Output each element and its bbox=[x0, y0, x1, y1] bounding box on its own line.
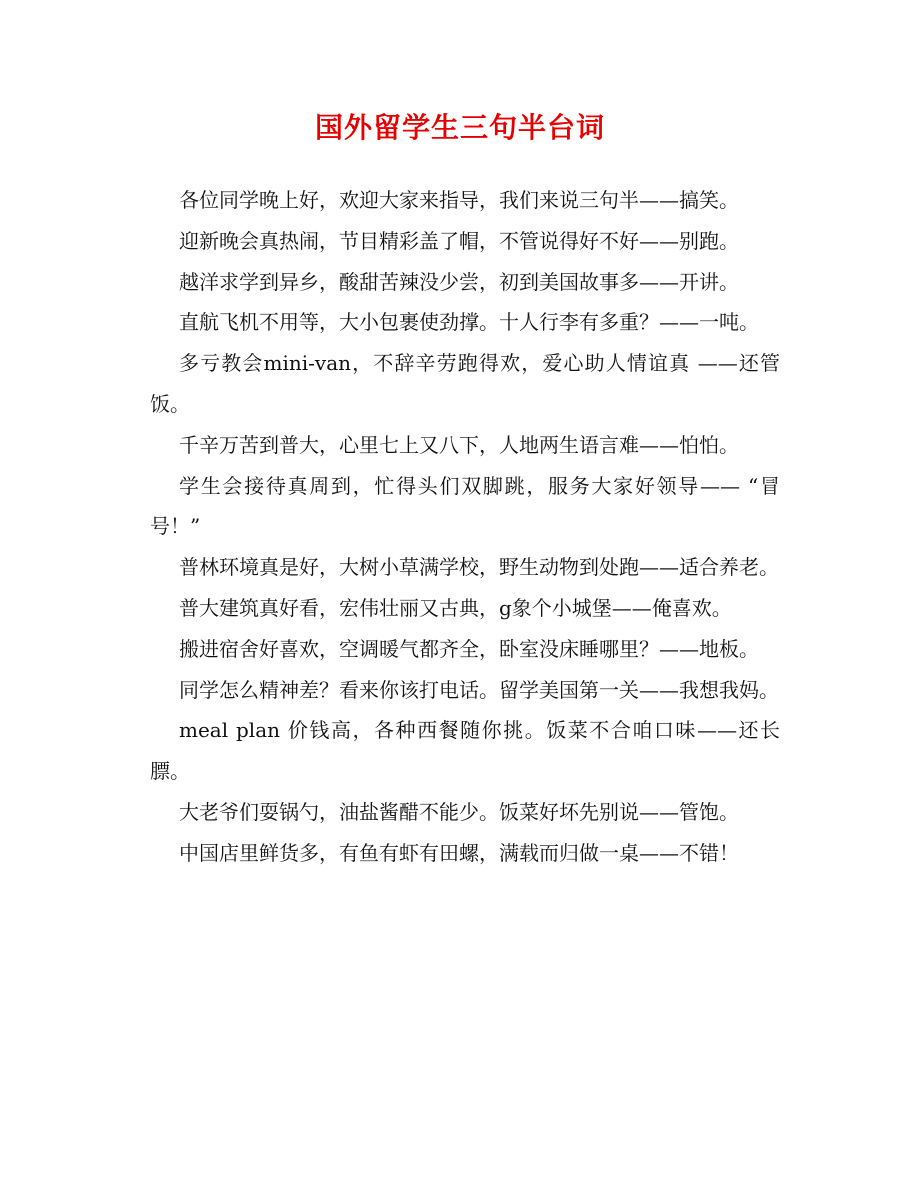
document-body bbox=[150, 180, 780, 874]
paragraph: 各位同学晚上好，欢迎大家来指导，我们来说三句半——搞笑。 bbox=[179, 188, 739, 212]
paragraph: 多亏教会mini-van，不辞辛劳跑得欢，爱心助人情谊真 ——还管饭。 bbox=[150, 351, 780, 416]
paragraph: 千辛万苦到普大，心里七上又八下，人地两生语言难——怕怕。 bbox=[179, 432, 739, 457]
paragraph: meal plan 价钱高，各种西餐随你挑。饭菜不合咱口味——还长膘。 bbox=[150, 718, 780, 784]
document-title: 国外留学生三句半台词 bbox=[314, 111, 605, 144]
paragraph: 大老爷们耍锅勺，油盐酱醋不能少。饭菜好坏先别说——管饱。 bbox=[179, 799, 739, 824]
paragraph: 普林环境真是好，大树小草满学校，野生动物到处跑——适合养老。 bbox=[179, 555, 779, 580]
paragraph: 迎新晚会真热闹，节目精彩盖了帽，不管说得好不好——别跑。 bbox=[179, 228, 739, 253]
paragraph: 同学怎么精神差？看来你该打电话。留学美国第一关——我想我妈。 bbox=[179, 677, 779, 702]
paragraph: 中国店里鲜货多，有鱼有虾有田螺，满载而归做一桌——不错！ bbox=[179, 840, 739, 865]
paragraph: 普大建筑真好看，宏伟壮丽又古典，g象个小城堡——俺喜欢。 bbox=[179, 595, 732, 620]
paragraph: 越洋求学到异乡，酸甜苦辣没少尝，初到美国故事多——开讲。 bbox=[179, 269, 739, 294]
paragraph: 学生会接待真周到，忙得头们双脚跳，服务大家好领导—— “冒号！” bbox=[150, 473, 780, 539]
paragraph: 直航飞机不用等，大小包裹使劲撑。十人行李有多重？——一吨。 bbox=[179, 310, 759, 335]
paragraph: 搬进宿舍好喜欢，空调暖气都齐全，卧室没床睡哪里？——地板。 bbox=[179, 636, 759, 661]
